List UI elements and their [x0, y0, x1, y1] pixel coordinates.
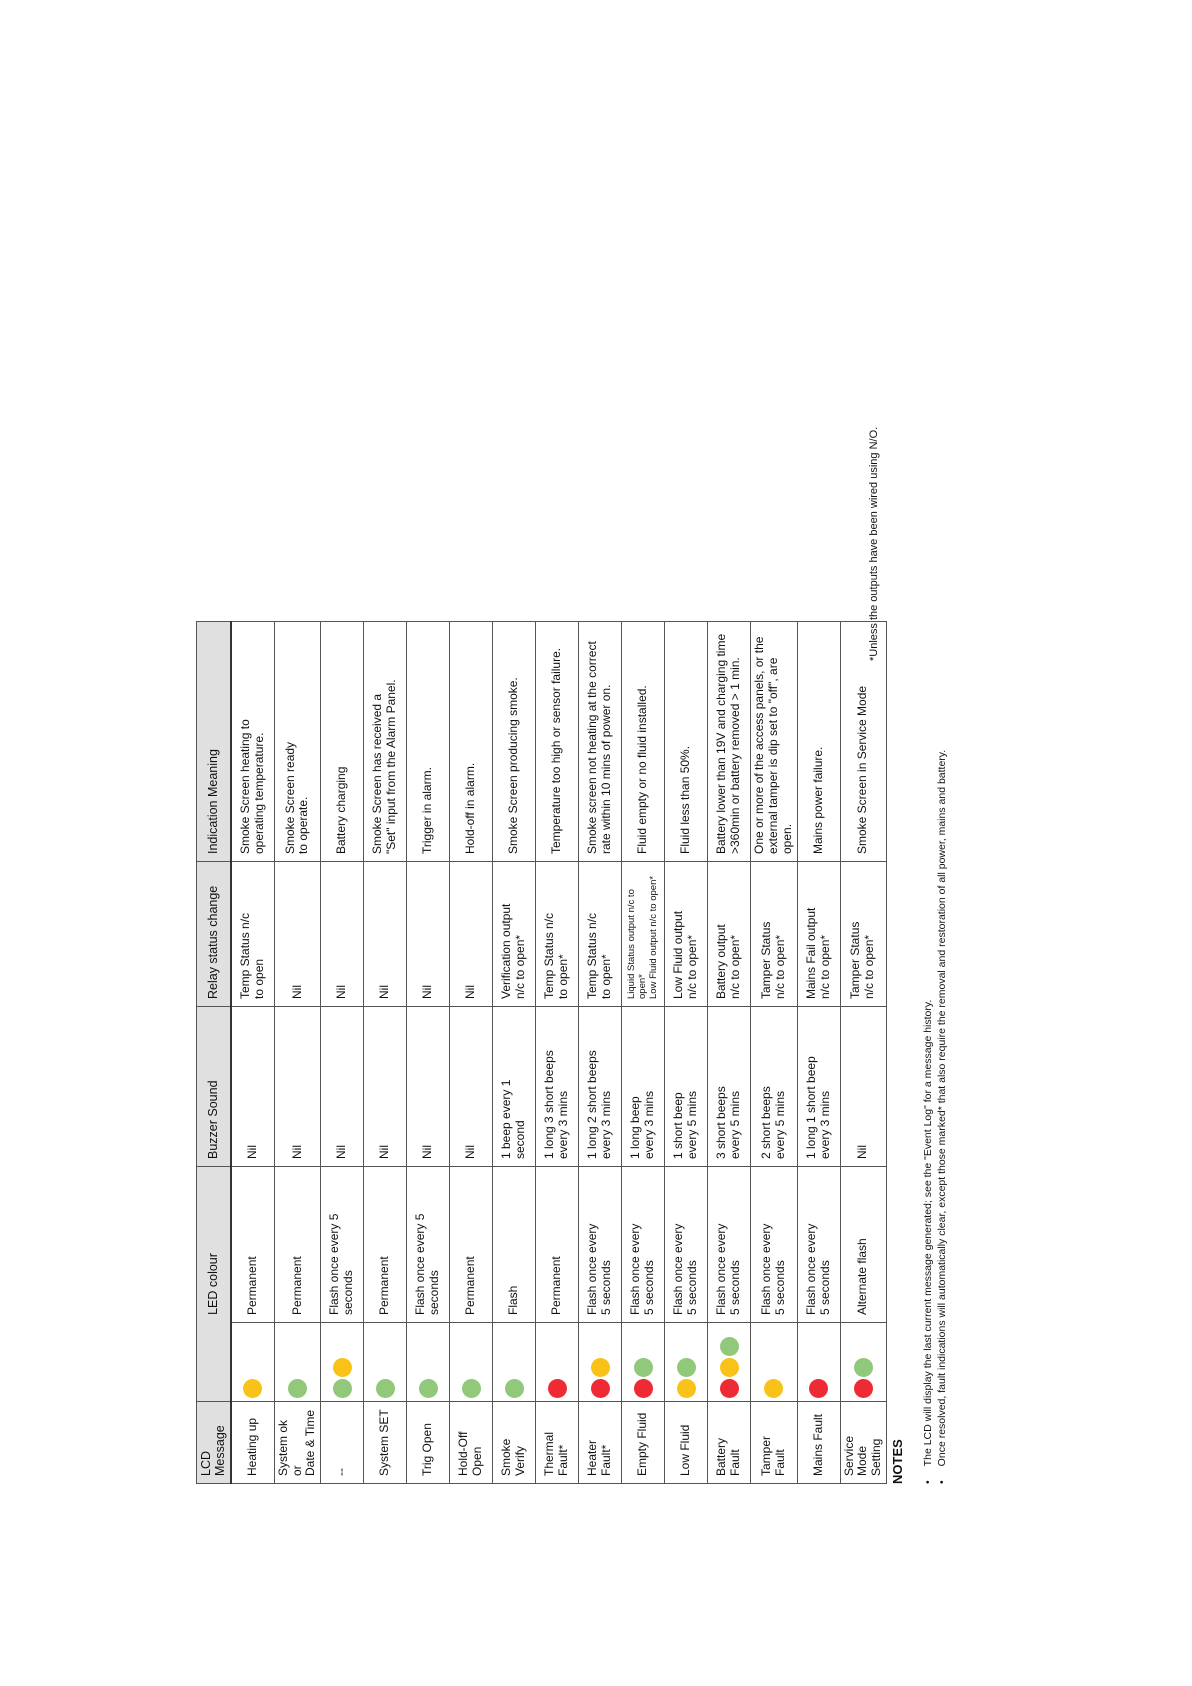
buzzer-sound-cell-line: 1 long beep: [628, 1096, 643, 1159]
yellow-led-dot-icon: [677, 1379, 696, 1398]
lcd-message-cell-line: Trig Open: [420, 1423, 435, 1476]
relay-status-cell: [708, 862, 751, 1007]
relay-status-cell: [751, 862, 797, 1007]
lcd-message-cell: [622, 1402, 665, 1484]
table-row: [622, 622, 665, 1484]
footnote-text: *Unless the outputs have been wired using N/O.: [868, 426, 880, 661]
table-row: [493, 622, 536, 1484]
lcd-message-cell: [665, 1402, 708, 1484]
relay-status-cell-line: Nil: [463, 985, 478, 999]
led-colour-cell-line: 5 seconds: [728, 1260, 743, 1315]
buzzer-sound-cell: [622, 1007, 665, 1167]
led-colour-cell-line: Flash once every: [714, 1223, 729, 1315]
led-colour-cell: [536, 1167, 579, 1323]
led-colour-cell-line: Flash once every: [759, 1223, 774, 1315]
buzzer-sound-cell-line: Nil: [377, 1145, 392, 1159]
buzzer-sound-cell-line: every 3 mins: [817, 1090, 832, 1159]
indication-meaning-cell: [493, 622, 536, 862]
green-led-dot-icon: [376, 1379, 395, 1398]
lcd-message-cell: [364, 1402, 407, 1484]
led-colour-cell-line: 5 seconds: [685, 1260, 700, 1315]
lcd-message-cell-line: Empty Fluid: [635, 1412, 650, 1476]
buzzer-sound-cell-line: every 5 mins: [685, 1090, 700, 1159]
indication-meaning-cell-line: Smoke Screen producing smoke.: [506, 677, 521, 854]
led-colour-cell-line: Permanent: [549, 1256, 564, 1315]
lcd-message-cell: [536, 1402, 579, 1484]
relay-status-cell: [797, 862, 840, 1007]
led-colour-cell-line: 5 seconds: [599, 1260, 614, 1315]
yellow-led-dot-icon: [333, 1358, 352, 1377]
indication-meaning-cell-line: >360min or battery removed > 1 min.: [728, 657, 743, 854]
indication-meaning-cell-line: Fluid empty or no fluid installed.: [635, 685, 650, 854]
red-led-dot-icon: [591, 1379, 610, 1398]
relay-status-cell: [579, 862, 622, 1007]
led-colour-cell: [407, 1167, 450, 1323]
indication-meaning-cell-line: Smoke screen not heating at the correct: [585, 641, 600, 854]
relay-status-cell-line: Low Fluid output n/c to open*: [647, 875, 659, 999]
relay-status-cell-line: n/c to open*: [772, 934, 787, 999]
buzzer-sound-cell-line: second: [513, 1120, 528, 1159]
yellow-led-dot-icon: [720, 1358, 739, 1377]
led-indicator-cell: [622, 1323, 665, 1402]
relay-status-cell-line: n/c to open*: [685, 934, 700, 999]
relay-status-cell-line: Tamper Status: [759, 921, 774, 999]
relay-status-cell-line: to open: [251, 958, 266, 999]
led-colour-cell-line: 5 seconds: [817, 1260, 832, 1315]
led-colour-cell: [622, 1167, 665, 1323]
yellow-led-dot-icon: [591, 1358, 610, 1377]
relay-status-cell-line: Nil: [377, 985, 392, 999]
led-colour-cell: [797, 1167, 840, 1323]
led-indicator-cell: [536, 1323, 579, 1402]
indication-meaning-cell: [536, 622, 579, 862]
table-row: [274, 622, 320, 1484]
indication-meaning-cell-line: Fluid less than 50%.: [678, 745, 693, 854]
led-colour-cell-line: 5 seconds: [642, 1260, 657, 1315]
led-colour-cell-line: Alternate flash: [855, 1238, 870, 1315]
buzzer-sound-cell: [450, 1007, 493, 1167]
led-colour-cell: [274, 1167, 320, 1323]
lcd-message-cell: [708, 1402, 751, 1484]
indication-meaning-cell-line: external tamper is dip set to "off", are open.: [765, 657, 794, 854]
lcd-message-cell: [797, 1402, 840, 1484]
indication-meaning-cell: [751, 622, 797, 862]
indication-meaning-cell-line: One or more of the access panels, or the: [752, 636, 767, 854]
lcd-message-cell: [231, 1402, 275, 1484]
header-relay-status-change: Relay status change: [197, 862, 231, 1007]
red-led-dot-icon: [809, 1379, 828, 1398]
buzzer-sound-cell: [407, 1007, 450, 1167]
led-colour-cell-line: Flash once every: [671, 1223, 686, 1315]
green-led-dot-icon: [720, 1337, 739, 1356]
red-led-dot-icon: [854, 1379, 873, 1398]
relay-status-cell-line: n/c to open*: [817, 934, 832, 999]
buzzer-sound-cell: [665, 1007, 708, 1167]
table-row: [450, 622, 493, 1484]
led-indicator-cell: [407, 1323, 450, 1402]
relay-status-cell-line: Temp Status n/c: [237, 912, 252, 999]
indication-meaning-cell: [622, 622, 665, 862]
relay-status-cell-line: to open*: [599, 954, 614, 999]
lcd-message-cell-line: Tamper Fault: [759, 1435, 787, 1476]
led-colour-cell: [364, 1167, 407, 1323]
buzzer-sound-cell-line: 3 short beeps: [714, 1086, 729, 1159]
relay-status-cell-line: Temp Status n/c: [585, 912, 600, 999]
green-led-dot-icon: [419, 1379, 438, 1398]
indication-meaning-cell-line: Battery lower than 19V and charging time: [714, 633, 729, 854]
table-row: [751, 622, 797, 1484]
relay-status-cell-line: Tamper Status: [848, 921, 863, 999]
indication-meaning-cell: [231, 622, 275, 862]
buzzer-sound-cell: [274, 1007, 320, 1167]
buzzer-sound-cell: [321, 1007, 364, 1167]
led-colour-cell-line: Flash once every: [585, 1223, 600, 1315]
lcd-message-cell-line: Hold-Off Open: [456, 1431, 485, 1476]
notes-list: [922, 750, 949, 1484]
indication-meaning-cell: [797, 622, 840, 862]
indication-meaning-cell: [665, 622, 708, 862]
yellow-led-dot-icon: [764, 1379, 783, 1398]
lcd-message-cell-line: Heater Fault*: [585, 1439, 614, 1476]
table-row: [840, 622, 886, 1484]
led-colour-cell-line: Permanent: [244, 1256, 259, 1315]
buzzer-sound-cell-line: 1 short beep: [671, 1092, 686, 1159]
indication-meaning-cell-line: Temperature too high or sensor failure.: [549, 647, 564, 854]
buzzer-sound-cell-line: 1 long 3 short beeps: [542, 1050, 557, 1159]
led-colour-cell-line: Permanent: [377, 1256, 392, 1315]
lcd-message-cell: [274, 1402, 320, 1484]
led-indicator-cell: [493, 1323, 536, 1402]
led-colour-cell: [321, 1167, 364, 1323]
buzzer-sound-cell-line: Nil: [289, 1145, 304, 1159]
buzzer-sound-cell-line: Nil: [855, 1145, 870, 1159]
lcd-message-cell-line: Setting: [869, 1438, 884, 1476]
indication-meaning-cell-line: Hold-off in alarm.: [463, 762, 478, 854]
buzzer-sound-cell: [231, 1007, 275, 1167]
yellow-led-dot-icon: [243, 1379, 262, 1398]
relay-status-cell: [493, 862, 536, 1007]
relay-status-cell: [536, 862, 579, 1007]
green-led-dot-icon: [854, 1358, 873, 1377]
indication-meaning-cell-line: Trigger in alarm.: [420, 767, 435, 854]
green-led-dot-icon: [333, 1379, 352, 1398]
led-colour-cell: [708, 1167, 751, 1323]
led-indicator-cell: [321, 1323, 364, 1402]
relay-status-cell-line: n/c to open*: [862, 934, 877, 999]
lcd-message-cell-line: --: [334, 1468, 349, 1476]
header-indication-meaning: Indication Meaning: [197, 622, 231, 862]
led-indicator-cell: [840, 1323, 886, 1402]
buzzer-sound-cell: [364, 1007, 407, 1167]
led-colour-cell-line: seconds: [427, 1270, 442, 1315]
lcd-message-cell-line: System ok or: [275, 1419, 304, 1476]
led-indicator-cell: [579, 1323, 622, 1402]
lcd-message-cell: [450, 1402, 493, 1484]
buzzer-sound-cell-line: every 3 mins: [556, 1090, 571, 1159]
buzzer-sound-cell-line: every 3 mins: [599, 1090, 614, 1159]
header-buzzer-sound: Buzzer Sound: [197, 1007, 231, 1167]
lcd-message-cell-line: Mains Fault: [810, 1413, 825, 1476]
led-indicator-cell: [364, 1323, 407, 1402]
relay-status-cell-line: Battery output: [714, 924, 729, 999]
indication-meaning-cell-line: operating temperature.: [251, 732, 266, 854]
indication-meaning-cell-line: Smoke Screen has received a: [370, 693, 385, 854]
table-row: [708, 622, 751, 1484]
lcd-message-cell-line: Service Mode: [841, 1435, 870, 1476]
note-item: • Once resolved, fault indications will automatically clear, except those marked* that also require the removal and restoration of all power, mains and battery.: [936, 750, 950, 1484]
indication-meaning-cell-line: Smoke Screen in Service Mode: [855, 685, 870, 854]
green-led-dot-icon: [677, 1358, 696, 1377]
buzzer-sound-cell-line: Nil: [334, 1145, 349, 1159]
led-colour-cell-line: Permanent: [463, 1256, 478, 1315]
relay-status-cell-line: Nil: [420, 985, 435, 999]
indication-meaning-cell: [708, 622, 751, 862]
table-row: [231, 622, 275, 1484]
led-colour-cell: [450, 1167, 493, 1323]
lcd-message-cell: [840, 1402, 886, 1484]
relay-status-cell-line: Nil: [334, 985, 349, 999]
relay-status-cell-line: n/c to open*: [513, 934, 528, 999]
green-led-dot-icon: [462, 1379, 481, 1398]
note-item: • The LCD will display the last current message generated; see the "Event Log" for a message history.: [922, 750, 936, 1484]
lcd-message-cell-line: System SET: [377, 1409, 392, 1476]
led-indicator-cell: [274, 1323, 320, 1402]
green-led-dot-icon: [505, 1379, 524, 1398]
relay-status-cell: [274, 862, 320, 1007]
lcd-message-cell: [579, 1402, 622, 1484]
notes-title: NOTES: [890, 1439, 905, 1484]
relay-status-cell: [321, 862, 364, 1007]
table-header-row: [197, 622, 231, 1484]
red-led-dot-icon: [720, 1379, 739, 1398]
indication-meaning-cell-line: Mains power failure.: [810, 746, 825, 854]
red-led-dot-icon: [548, 1379, 567, 1398]
lcd-message-cell-line: Battery Fault: [714, 1437, 743, 1476]
lcd-message-cell-line: Thermal Fault*: [542, 1431, 571, 1476]
led-colour-cell-line: seconds: [341, 1270, 356, 1315]
buzzer-sound-cell: [751, 1007, 797, 1167]
indication-meaning-cell-line: rate within 10 mins of power on.: [599, 684, 614, 854]
led-colour-cell-line: Flash once every 5: [413, 1213, 428, 1315]
table-row: [321, 622, 364, 1484]
red-led-dot-icon: [634, 1379, 653, 1398]
lcd-message-cell-line: Heating up: [244, 1417, 259, 1476]
indication-meaning-cell-line: "Set" input from the Alarm Panel.: [384, 679, 399, 854]
indication-meaning-cell-line: Smoke Screen ready: [282, 741, 297, 854]
relay-status-cell: [665, 862, 708, 1007]
led-colour-cell: [579, 1167, 622, 1323]
led-indicator-cell: [751, 1323, 797, 1402]
buzzer-sound-cell-line: every 5 mins: [772, 1090, 787, 1159]
table-row: [407, 622, 450, 1484]
lcd-message-cell-line: Smoke Verify: [499, 1438, 528, 1476]
lcd-message-cell: [407, 1402, 450, 1484]
lcd-message-cell: [493, 1402, 536, 1484]
relay-status-cell-line: Mains Fail output: [803, 907, 818, 999]
table-row: [579, 622, 622, 1484]
led-indicator-cell: [797, 1323, 840, 1402]
buzzer-sound-cell-line: 2 short beeps: [759, 1086, 774, 1159]
buzzer-sound-cell: [579, 1007, 622, 1167]
buzzer-sound-cell-line: every 3 mins: [642, 1090, 657, 1159]
led-colour-cell-line: Flash once every: [803, 1223, 818, 1315]
buzzer-sound-cell-line: 1 beep every 1: [499, 1079, 514, 1159]
relay-status-cell-line: Liquid Status output n/c to open*: [625, 889, 648, 999]
indication-meaning-cell-line: Smoke Screen heating to: [237, 719, 252, 854]
indication-meaning-cell-line: to operate.: [296, 796, 311, 854]
buzzer-sound-cell: [797, 1007, 840, 1167]
buzzer-sound-cell: [840, 1007, 886, 1167]
indication-meaning-cell: [407, 622, 450, 862]
relay-status-cell: [407, 862, 450, 1007]
led-indicator-cell: [665, 1323, 708, 1402]
led-indicator-cell: [231, 1323, 275, 1402]
relay-status-cell-line: n/c to open*: [728, 934, 743, 999]
relay-status-cell-line: Nil: [289, 985, 304, 999]
led-indicator-cell: [450, 1323, 493, 1402]
relay-status-cell-line: Temp Status n/c: [542, 912, 557, 999]
buzzer-sound-cell-line: 1 long 1 short beep: [803, 1056, 818, 1159]
relay-status-cell: [622, 862, 665, 1007]
buzzer-sound-cell: [536, 1007, 579, 1167]
relay-status-cell-line: Low Fluid output: [671, 910, 686, 999]
relay-status-cell: [450, 862, 493, 1007]
table-body: [231, 622, 887, 1484]
led-colour-cell: [665, 1167, 708, 1323]
buzzer-sound-cell: [493, 1007, 536, 1167]
led-colour-cell-line: Permanent: [289, 1256, 304, 1315]
indications-table: [196, 621, 887, 1484]
table-row: [665, 622, 708, 1484]
indication-meaning-cell: [579, 622, 622, 862]
indication-meaning-cell: [321, 622, 364, 862]
relay-status-cell: [231, 862, 275, 1007]
buzzer-sound-cell-line: every 5 mins: [728, 1090, 743, 1159]
indication-meaning-cell: [450, 622, 493, 862]
led-colour-cell: [493, 1167, 536, 1323]
led-colour-cell: [751, 1167, 797, 1323]
indication-meaning-cell: [274, 622, 320, 862]
led-indicator-cell: [708, 1323, 751, 1402]
relay-status-cell: [840, 862, 886, 1007]
led-colour-cell-line: Flash: [506, 1285, 521, 1315]
led-colour-cell-line: Flash once every: [628, 1223, 643, 1315]
table-row: [364, 622, 407, 1484]
indication-meaning-cell-line: Battery charging: [334, 766, 349, 854]
table-row: [536, 622, 579, 1484]
relay-status-cell-line: to open*: [556, 954, 571, 999]
buzzer-sound-cell-line: Nil: [244, 1145, 259, 1159]
buzzer-sound-cell-line: Nil: [420, 1145, 435, 1159]
buzzer-sound-cell-line: 1 long 2 short beeps: [585, 1050, 600, 1159]
green-led-dot-icon: [634, 1358, 653, 1377]
buzzer-sound-cell-line: Nil: [463, 1145, 478, 1159]
buzzer-sound-cell: [708, 1007, 751, 1167]
lcd-message-cell: [321, 1402, 364, 1484]
lcd-message-cell-line: Low Fluid: [678, 1424, 693, 1476]
led-colour-cell: [231, 1167, 275, 1323]
relay-status-cell-line: Verification output: [499, 903, 514, 999]
lcd-message-cell-line: Date & Time: [303, 1409, 318, 1476]
green-led-dot-icon: [288, 1379, 307, 1398]
header-led-colour: LED colour: [197, 1167, 231, 1402]
relay-status-cell: [364, 862, 407, 1007]
indication-meaning-cell: [364, 622, 407, 862]
lcd-message-cell: [751, 1402, 797, 1484]
table-row: [797, 622, 840, 1484]
header-lcd-message: LCD Message: [197, 1402, 231, 1484]
led-colour-cell-line: Flash once every 5: [327, 1213, 342, 1315]
led-colour-cell: [840, 1167, 886, 1323]
led-colour-cell-line: 5 seconds: [772, 1260, 787, 1315]
